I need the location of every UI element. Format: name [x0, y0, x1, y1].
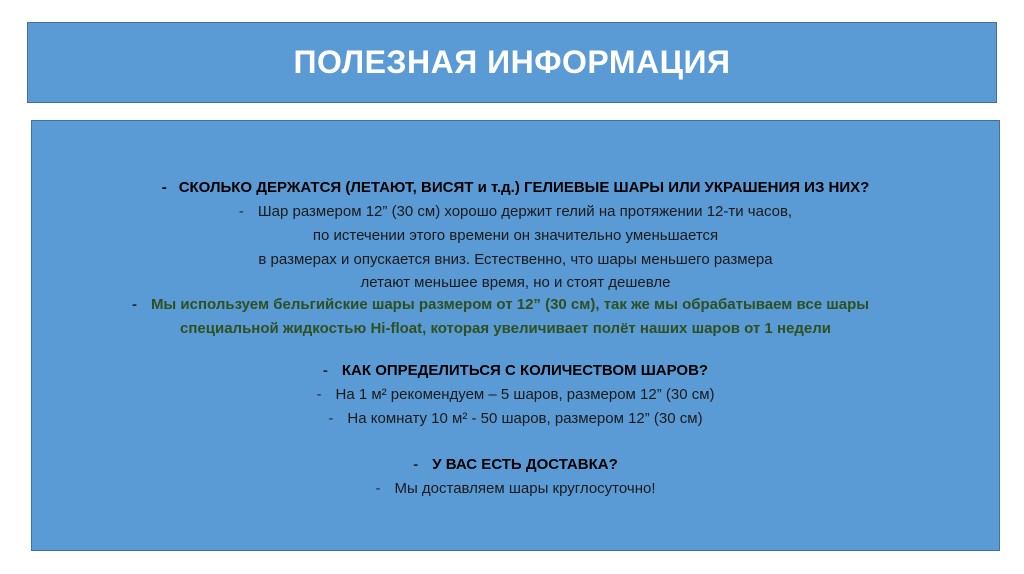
answer-duration-line-3: в размерах и опускается вниз. Естественно, что шары меньшего размера — [258, 251, 773, 268]
answer-duration-line-1 — [32, 203, 999, 221]
answer-quantity-line-2 — [32, 410, 999, 428]
answer-quantity-text-2: На комнату 10 м² - 50 шаров, размером 12” (30 см) — [347, 410, 703, 427]
title-banner — [27, 22, 997, 103]
bullet-dash: - — [413, 456, 419, 473]
answer-quantity-line-1 — [32, 386, 999, 404]
info-panel — [31, 120, 1000, 551]
bullet-dash: - — [322, 362, 328, 379]
question-delivery — [32, 456, 999, 474]
note-belgian-balloons-text-1: Мы используем бельгийские шары размером от 12” (30 см), так же мы обрабатываем все шары — [150, 296, 870, 313]
note-belgian-balloons-line-2: специальной жидкостью Hi-float, которая увеличивает полёт наших шаров от 1 недели — [180, 320, 831, 337]
page-title: ПОЛЕЗНАЯ ИНФОРМАЦИЯ — [293, 44, 731, 80]
bullet-dash: - — [328, 410, 334, 427]
question-quantity — [32, 362, 999, 380]
bullet-dash: - — [161, 179, 167, 196]
answer-duration-line-4: летают меньшее время, но и стоят дешевле — [360, 274, 671, 291]
note-belgian-balloons-line-1 — [17, 296, 984, 314]
answer-quantity-text-1: На 1 м² рекомендуем – 5 шаров, размером 12” (30 см) — [335, 386, 715, 403]
answer-delivery-text-1: Мы доставляем шары круглосуточно! — [394, 480, 656, 497]
answer-duration-text-1: Шар размером 12” (30 см) хорошо держит гелий на протяжении 12-ти часов, — [257, 203, 793, 220]
bullet-dash: - — [375, 480, 381, 497]
answer-duration-line-2: по истечении этого времени он значительно уменьшается — [312, 227, 719, 244]
bullet-dash: - — [316, 386, 322, 403]
question-quantity-text: КАК ОПРЕДЕЛИТЬСЯ С КОЛИЧЕСТВОМ ШАРОВ? — [341, 362, 709, 379]
bullet-dash: - — [238, 203, 244, 220]
question-duration-text: СКОЛЬКО ДЕРЖАТСЯ (ЛЕТАЮТ, ВИСЯТ и т.д.) ГЕЛИЕВЫЕ ШАРЫ ИЛИ УКРАШЕНИЯ ИЗ НИХ? — [178, 179, 870, 196]
bullet-dash: - — [131, 296, 137, 313]
question-delivery-text: У ВАС ЕСТЬ ДОСТАВКА? — [432, 456, 618, 473]
question-duration — [32, 179, 999, 197]
answer-delivery-line-1 — [32, 480, 999, 498]
